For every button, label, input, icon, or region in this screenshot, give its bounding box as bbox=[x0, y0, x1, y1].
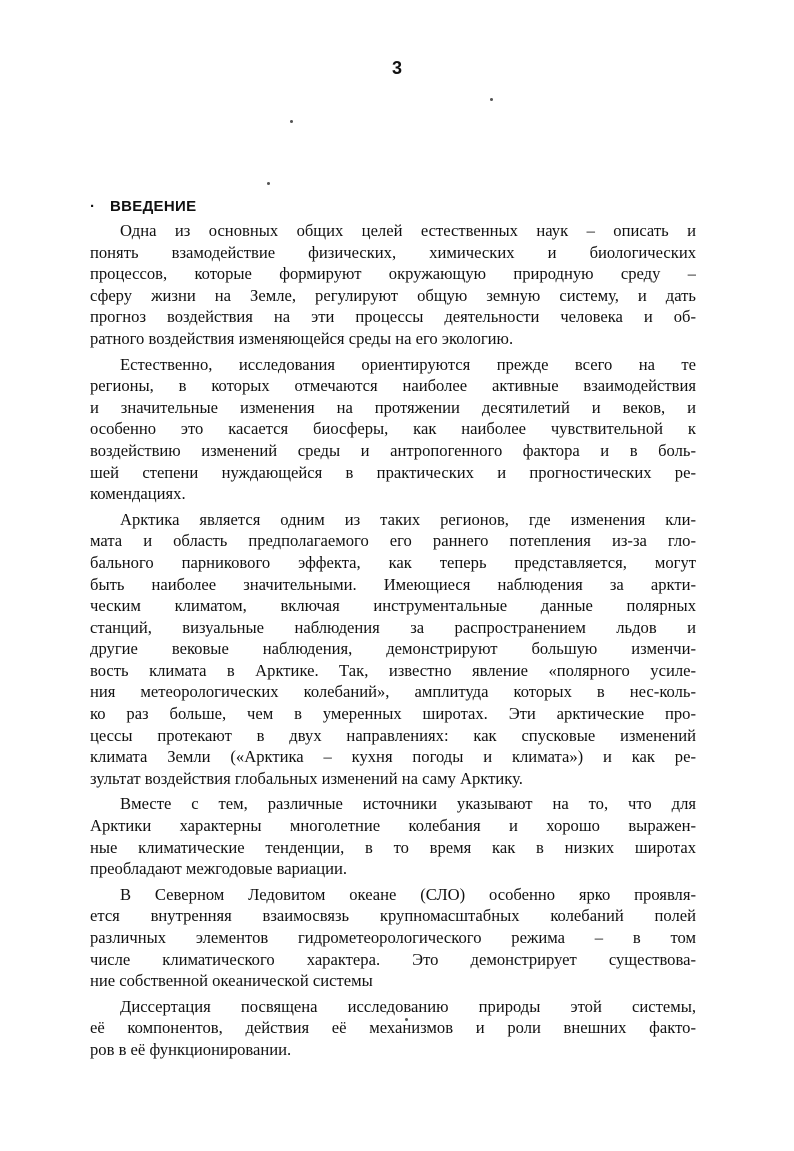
text-line: ров в её функционировании. bbox=[90, 1039, 292, 1059]
section-heading bbox=[90, 198, 196, 215]
text-line: процессов, которые формируют окружающую природную среду – bbox=[90, 264, 696, 284]
text-line: ется внутренняя взаимосвязь крупномасштабных колебаний полей bbox=[90, 906, 696, 926]
text-line: Естественно, исследования ориентируются прежде всего на те bbox=[120, 354, 696, 374]
body-text bbox=[90, 220, 696, 1061]
text-line: комендациях. bbox=[90, 484, 186, 504]
text-line: климата Земли («Арктика – кухня погоды и климата») и как ре- bbox=[90, 747, 696, 767]
text-line: ние собственной океанической системы bbox=[90, 971, 373, 991]
text-line: сферу жизни на Земле, регулируют общую земную систему, и дать bbox=[90, 285, 696, 305]
text-line: понять взамодействие физических, химических и биологических bbox=[90, 242, 696, 262]
paragraph-2 bbox=[90, 354, 696, 505]
text-line: ко раз больше, чем в умеренных широтах. Эти арктические про- bbox=[90, 704, 696, 724]
text-line: различных элементов гидрометеорологического режима – в том bbox=[90, 928, 696, 947]
paragraph-4 bbox=[90, 793, 696, 879]
scan-speck bbox=[490, 98, 493, 101]
text-line: Вместе с тем, различные источники указывают на то, что для bbox=[120, 794, 696, 814]
text-line: ратного воздействия изменяющейся среды на его экологию. bbox=[90, 328, 514, 348]
paragraph-3 bbox=[90, 509, 696, 790]
text-line: Арктика является одним из таких регионов, где изменения кли- bbox=[120, 509, 696, 529]
text-line: цессы протекают в двух направлениях: как спусковые изменений bbox=[90, 725, 696, 745]
text-line: ния метеорологических колебаний», амплитуда которых в нес-коль- bbox=[90, 682, 696, 702]
text-line: Одна из основных общих целей естественных наук – описать и bbox=[120, 221, 696, 240]
text-line: станций, визуальные наблюдения за распространением льдов и bbox=[90, 617, 696, 637]
text-line: Диссертация посвящена исследованию природы этой системы, bbox=[120, 996, 696, 1016]
heading-title: ВВЕДЕНИЕ bbox=[110, 198, 197, 215]
scan-speck bbox=[267, 182, 270, 185]
text-line: В Северном Ледовитом океане (СЛО) особенно ярко проявля- bbox=[120, 884, 696, 904]
paragraph-1 bbox=[90, 220, 696, 350]
text-line: зультат воздействия глобальных изменений на саму Арктику. bbox=[90, 768, 523, 788]
text-line: ческим климатом, включая инструментальные данные полярных bbox=[90, 596, 696, 616]
text-line: регионы, в которых отмечаются наиболее активные взаимодействия bbox=[90, 376, 696, 396]
paragraph-5 bbox=[90, 884, 696, 992]
text-line: её компонентов, действия её механизмов и роли внешних факто- bbox=[90, 1018, 696, 1038]
heading-bullet: · bbox=[90, 198, 96, 215]
text-line: Арктики характерны многолетние колебания и хорошо выражен- bbox=[90, 816, 696, 836]
text-line: вость климата в Арктике. Так, известно явление «полярного усиле- bbox=[90, 660, 696, 680]
text-line: воздействию изменений среды и антропогенного фактора и в боль- bbox=[90, 440, 696, 460]
text-line: другие вековые наблюдения, демонстрируют большую изменчи- bbox=[90, 639, 696, 659]
text-line: быть наиболее значительными. Имеющиеся наблюдения за аркти- bbox=[90, 574, 696, 594]
text-line: бального парникового эффекта, как теперь представляется, могут bbox=[90, 552, 696, 572]
page-number: 3 bbox=[391, 58, 402, 78]
text-line: преобладают межгодовые вариации. bbox=[90, 859, 347, 879]
scan-speck bbox=[290, 120, 293, 123]
text-line: ные климатические тенденции, в то время как в низких широтах bbox=[90, 837, 696, 857]
text-line: числе климатического характера. Это демонстрирует существова- bbox=[90, 949, 696, 969]
text-line: мата и область предполагаемого его раннего потепления из-за гло- bbox=[90, 531, 696, 551]
paragraph-6 bbox=[90, 996, 696, 1061]
text-line: прогноз воздействия на эти процессы деятельности человека и об- bbox=[90, 307, 696, 327]
text-line: и значительные изменения на протяжении десятилетий и веков, и bbox=[90, 397, 696, 417]
text-line: шей степени нуждающейся в практических и прогностических ре- bbox=[90, 462, 696, 482]
text-line: особенно это касается биосферы, как наиболее чувствительной к bbox=[90, 419, 696, 439]
